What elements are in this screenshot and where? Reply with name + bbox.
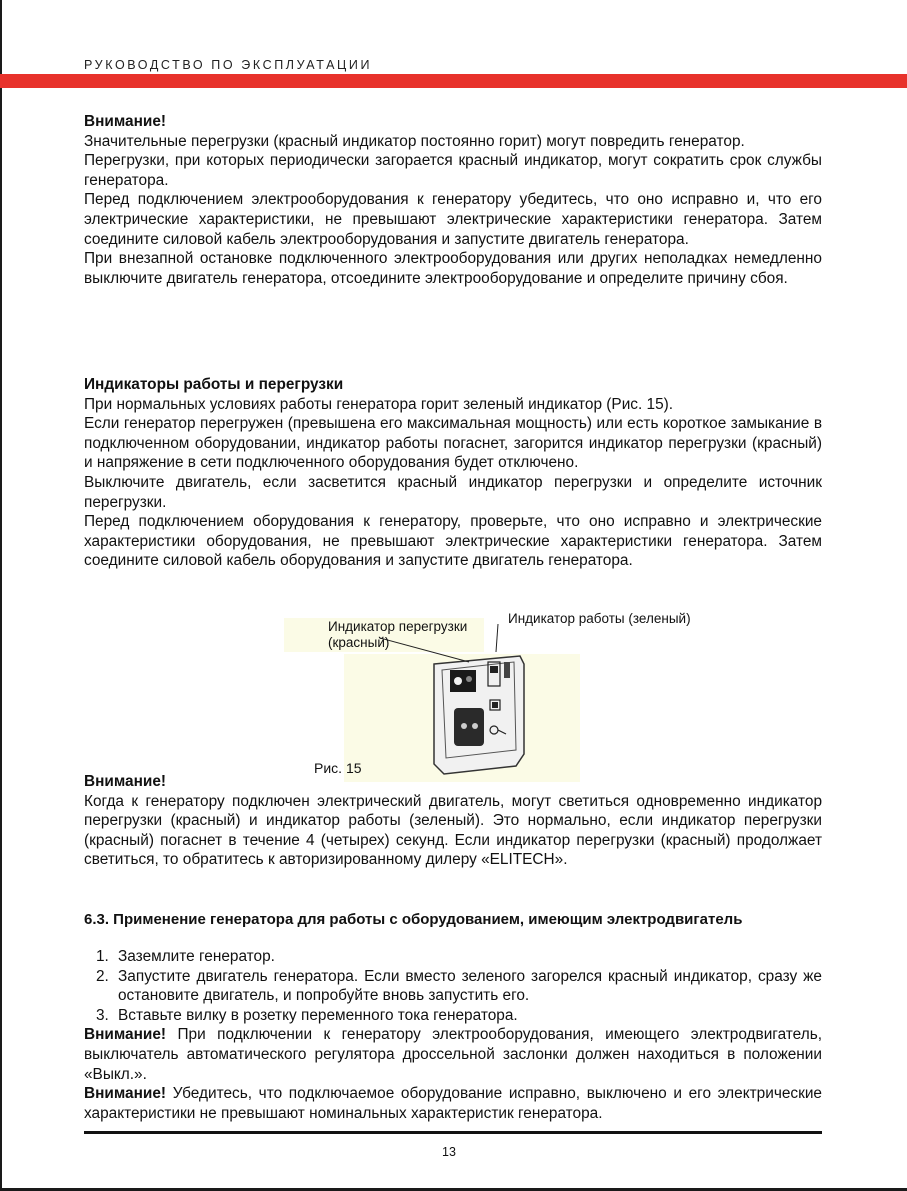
list-item	[84, 967, 822, 1006]
overload-lamp-small	[466, 676, 472, 682]
warning-paragraph	[84, 1025, 822, 1084]
warning-label: Внимание!	[84, 1085, 167, 1103]
paragraph: Значительные перегрузки (красный индикатор постоянно горит) могут повредить генератор.	[84, 132, 745, 150]
numbered-list	[84, 947, 822, 1123]
work-indicator-lamp	[490, 666, 498, 673]
section-warning-overload	[84, 112, 822, 288]
section-indicators	[84, 375, 822, 571]
list-item-number: 1.	[96, 948, 109, 965]
list-item-text: Запустите двигатель генератора. Если вместо зеленого загорелся красный индикатор, сразу же остановите двигатель, и попробуйте вновь запустить его.	[118, 967, 822, 1005]
page-frame-left	[0, 0, 2, 1191]
paragraph: При нормальных условиях работы генератора горит зеленый индикатор (Рис. 15).	[84, 395, 674, 413]
breaker-button-core	[492, 702, 498, 708]
socket-hole	[461, 723, 467, 729]
list-item	[84, 1006, 822, 1026]
paragraph: Перед подключением электрооборудования к генератору убедитесь, что оно исправно и, что его электрические характеристики, не превышают электрические характеристики генератора. Затем соедините силовой кабель электрооборудования и запустите двигатель генератора.	[84, 191, 822, 248]
figure-caption: Рис. 15	[314, 760, 362, 776]
list-item-number: 3.	[96, 1006, 109, 1024]
paragraph: Если генератор перегружен (превышена его максимальная мощность) или есть короткое замыкание в подключенном оборудовании, индикатор работы погаснет, загорится индикатор перегрузки (красный) и напряжение в сети подключенного оборудования будет отключено.	[84, 415, 822, 472]
list-item	[84, 947, 822, 967]
header-title: РУКОВОДСТВО ПО ЭКСПЛУАТАЦИИ	[84, 58, 373, 72]
ac-socket	[454, 708, 484, 746]
label-overload-indicator	[328, 619, 467, 651]
page-number: 13	[442, 1145, 456, 1159]
paragraph: При внезапной остановке подключенного электрооборудования или других неполадках немедленно выключите двигатель генератора, отсоедините электрооборудование и определите причину сбоя.	[84, 250, 822, 287]
warning-text: Убедитесь, что подключаемое оборудование исправно, выключено и его электрические характеристики не превышают номинальных характеристик генератора.	[84, 1085, 822, 1122]
label-overload-line1: Индикатор перегрузки	[328, 619, 468, 634]
list-item-number: 2.	[96, 967, 109, 985]
overload-indicator	[450, 670, 476, 692]
overload-lamp	[454, 677, 462, 685]
paragraph: Перед подключением оборудования к генератору, проверьте, что оно исправно и электрические характеристики оборудования, не превышают электрические характеристики генератора. Затем соедините силовой кабель оборудования и запустите двигатель генератора.	[84, 513, 822, 570]
list-item-text: Заземлите генератор.	[118, 948, 275, 965]
warning-heading: Внимание!	[84, 773, 167, 790]
paragraph: Перегрузки, при которых периодически загорается красный индикатор, могут сократить срок службы генератора.	[84, 152, 822, 189]
section-heading: 6.3. Применение генератора для работы с оборудованием, имеющим электродвигатель	[84, 911, 743, 928]
leader-line-work	[496, 624, 498, 652]
socket-hole	[472, 723, 478, 729]
paragraph: Когда к генератору подключен электрический двигатель, могут светиться одновременно индикатор перегрузки (красный) и индикатор работы (зеленый). Это нормально, если индикатор перегрузки (красный) погаснет в течение 4 (четырех) секунд. Если индикатор перегрузки (красный) продолжает светиться, то обратитесь к авторизированному дилеру «ELITECH».	[84, 792, 822, 869]
warning-text: При подключении к генератору электрооборудования, имеющего электродвигатель, выключатель автоматического регулятора дроссельной заслонки должен находиться в положении «Выкл.».	[84, 1026, 822, 1083]
section-warning-motor	[84, 772, 822, 870]
section-heading: Индикаторы работы и перегрузки	[84, 376, 344, 393]
label-overload-line2: (красный)	[328, 635, 390, 650]
label-work-indicator: Индикатор работы (зеленый)	[508, 611, 691, 626]
header-red-band	[0, 74, 907, 88]
section-6-3	[84, 910, 822, 930]
list-item-text: Вставьте вилку в розетку переменного тока генератора.	[118, 1006, 518, 1024]
paragraph: Выключите двигатель, если засветится красный индикатор перегрузки и определите источник перегрузки.	[84, 473, 822, 511]
figure-15	[284, 604, 696, 784]
warning-label: Внимание!	[84, 1026, 167, 1044]
warning-heading: Внимание!	[84, 113, 167, 130]
footer-rule	[84, 1131, 822, 1134]
warning-paragraph	[84, 1084, 822, 1123]
panel-switch	[504, 662, 510, 678]
